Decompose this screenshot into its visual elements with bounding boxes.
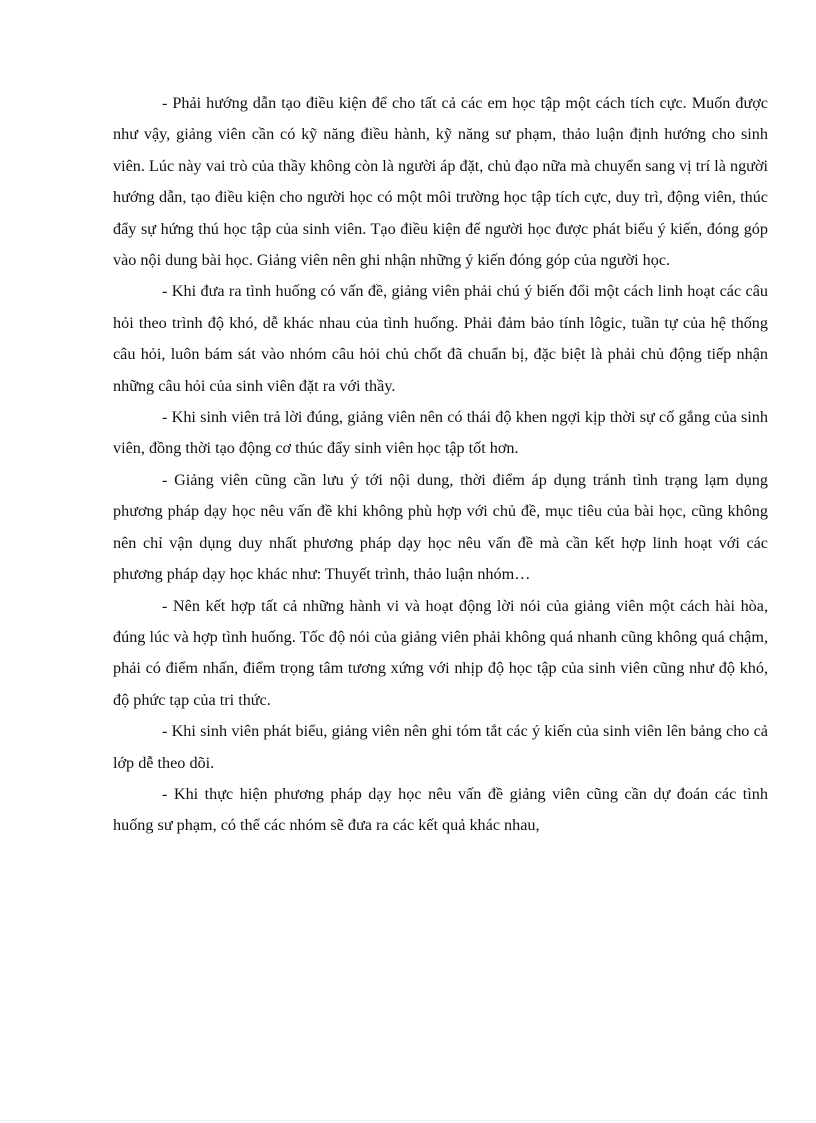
- paragraph-3: - Khi sinh viên trả lời đúng, giảng viên nên có thái độ khen ngợi kịp thời sự cố gắng của sinh viên, đồng thời tạo động cơ thúc đẩy sinh viên học tập tốt hơn.: [113, 408, 768, 458]
- document-body: [113, 88, 768, 842]
- paragraph-4: - Giảng viên cũng cần lưu ý tới nội dung, thời điểm áp dụng tránh tình trạng lạm dụng phương pháp dạy học nêu vấn đề khi không phù hợp với chủ đề, mục tiêu của bài học, cũng không nên chỉ vận dụng duy nhất phương pháp dạy học nêu vấn đề mà cần kết hợp linh hoạt với các phương pháp dạy học khác như: Thuyết trình, thảo luận nhóm…: [113, 470, 768, 584]
- paragraph-1: - Phải hướng dẫn tạo điều kiện để cho tất cả các em học tập một cách tích cực. Muốn được như vậy, giảng viên cần có kỹ năng điều hành, kỹ năng sư phạm, thảo luận định hướng cho sinh viên. Lúc này vai trò của thầy không còn là người áp đặt, chủ đạo nữa mà chuyển sang vị trí là người hướng dẫn, tạo điều kiện cho người học có một môi trường học tập tích cực, duy trì, động viên, thúc đẩy sự hứng thú học tập của sinh viên. Tạo điều kiện để người học được phát biểu ý kiến, đóng góp vào nội dung bài học. Giảng viên nên ghi nhận những ý kiến đóng góp của người học.: [113, 94, 768, 270]
- page-bottom-edge: [0, 1120, 816, 1121]
- paragraph-5: - Nên kết hợp tất cả những hành vi và hoạt động lời nói của giảng viên một cách hài hòa, đúng lúc và hợp tình huống. Tốc độ nói của giảng viên phải không quá nhanh cũng không quá chậm, phải có điểm nhấn, điểm trọng tâm tương xứng với nhịp độ học tập của sinh viên cũng như độ khó, độ phức tạp của tri thức.: [113, 596, 768, 709]
- paragraph-7: - Khi thực hiện phương pháp dạy học nêu vấn đề giảng viên cũng cần dự đoán các tình huống sư phạm, có thể các nhóm sẽ đưa ra các kết quả khác nhau,: [113, 784, 768, 835]
- paragraph-2: - Khi đưa ra tình huống có vấn đề, giảng viên phải chú ý biến đổi một cách linh hoạt các câu hỏi theo trình độ khó, dễ khác nhau của tình huống. Phải đảm bảo tính lôgic, tuần tự của hệ thống câu hỏi, luôn bám sát vào nhóm câu hỏi chủ chốt đã chuẩn bị, đặc biệt là phải chủ động tiếp nhận những câu hỏi của sinh viên đặt ra với thầy.: [113, 282, 768, 395]
- paragraph-6: - Khi sinh viên phát biểu, giảng viên nên ghi tóm tắt các ý kiến của sinh viên lên bảng cho cả lớp dễ theo dõi.: [113, 722, 768, 772]
